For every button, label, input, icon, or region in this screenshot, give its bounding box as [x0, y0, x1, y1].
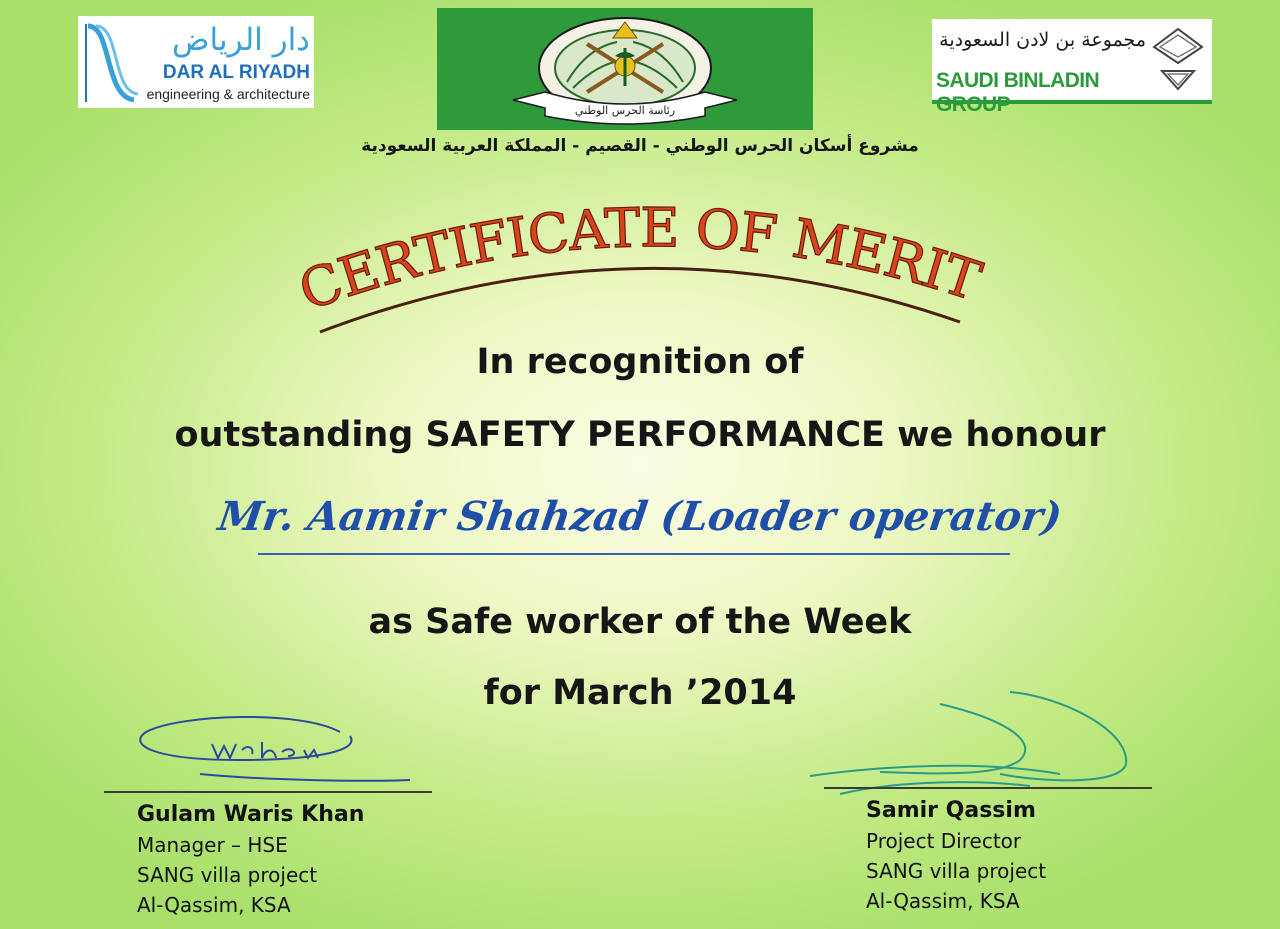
binladin-mark-icon: [1148, 23, 1208, 95]
dar-al-riyadh-logo: [78, 16, 314, 108]
certificate-title-text: CERTIFICATE OF MERIT: [291, 196, 988, 323]
recognition-line: In recognition of: [476, 342, 804, 382]
emblem-caption: رئاسة الحرس الوطني: [574, 104, 676, 117]
signatures: [0, 690, 1280, 800]
left-signature: [140, 717, 410, 781]
right-signatory-name: Samir Qassim: [866, 798, 1036, 823]
right-signature-line: [824, 787, 1152, 789]
award-line: as Safe worker of the Week: [368, 602, 912, 642]
project-line-arabic: مشروع أسكان الحرس الوطني - القصيم - المملكة العربية السعودية: [361, 136, 919, 156]
left-signatory-location: Al-Qassim, KSA: [137, 893, 291, 917]
right-signature: [810, 692, 1126, 794]
period-line: for March ’2014: [483, 673, 797, 713]
binladin-name: SAUDI BINLADIN GROUP: [936, 69, 1100, 116]
left-signature-line: [104, 791, 432, 793]
right-signatory-role: Project Director: [866, 829, 1022, 853]
dar-al-riyadh-tagline: engineering & architecture: [146, 86, 310, 102]
right-signatory-location: Al-Qassim, KSA: [866, 889, 1020, 913]
honoree-underline: [258, 553, 1010, 555]
dar-al-riyadh-name: DAR AL RIYADH: [162, 62, 310, 83]
saudi-binladin-logo: [932, 19, 1212, 116]
binladin-arabic: مجموعة بن لادن السعودية: [939, 29, 1146, 51]
left-signatory-role: Manager – HSE: [137, 833, 288, 857]
national-guard-emblem-icon: [437, 8, 813, 130]
dar-al-riyadh-mark-icon: [82, 22, 140, 104]
national-guard-emblem: [437, 8, 813, 130]
left-signatory-name: Gulam Waris Khan: [137, 802, 365, 827]
honoree-name: Mr. Aamir Shahzad (Loader operator): [215, 493, 1065, 540]
right-signatory-project: SANG villa project: [866, 859, 1047, 883]
performance-line: outstanding SAFETY PERFORMANCE we honour: [174, 415, 1106, 455]
left-signatory-project: SANG villa project: [137, 863, 318, 887]
left-signatory: [137, 800, 557, 920]
certificate-title: [280, 190, 1000, 340]
right-signatory: [866, 796, 1266, 916]
dar-al-riyadh-arabic: دار الرياض: [172, 22, 310, 58]
